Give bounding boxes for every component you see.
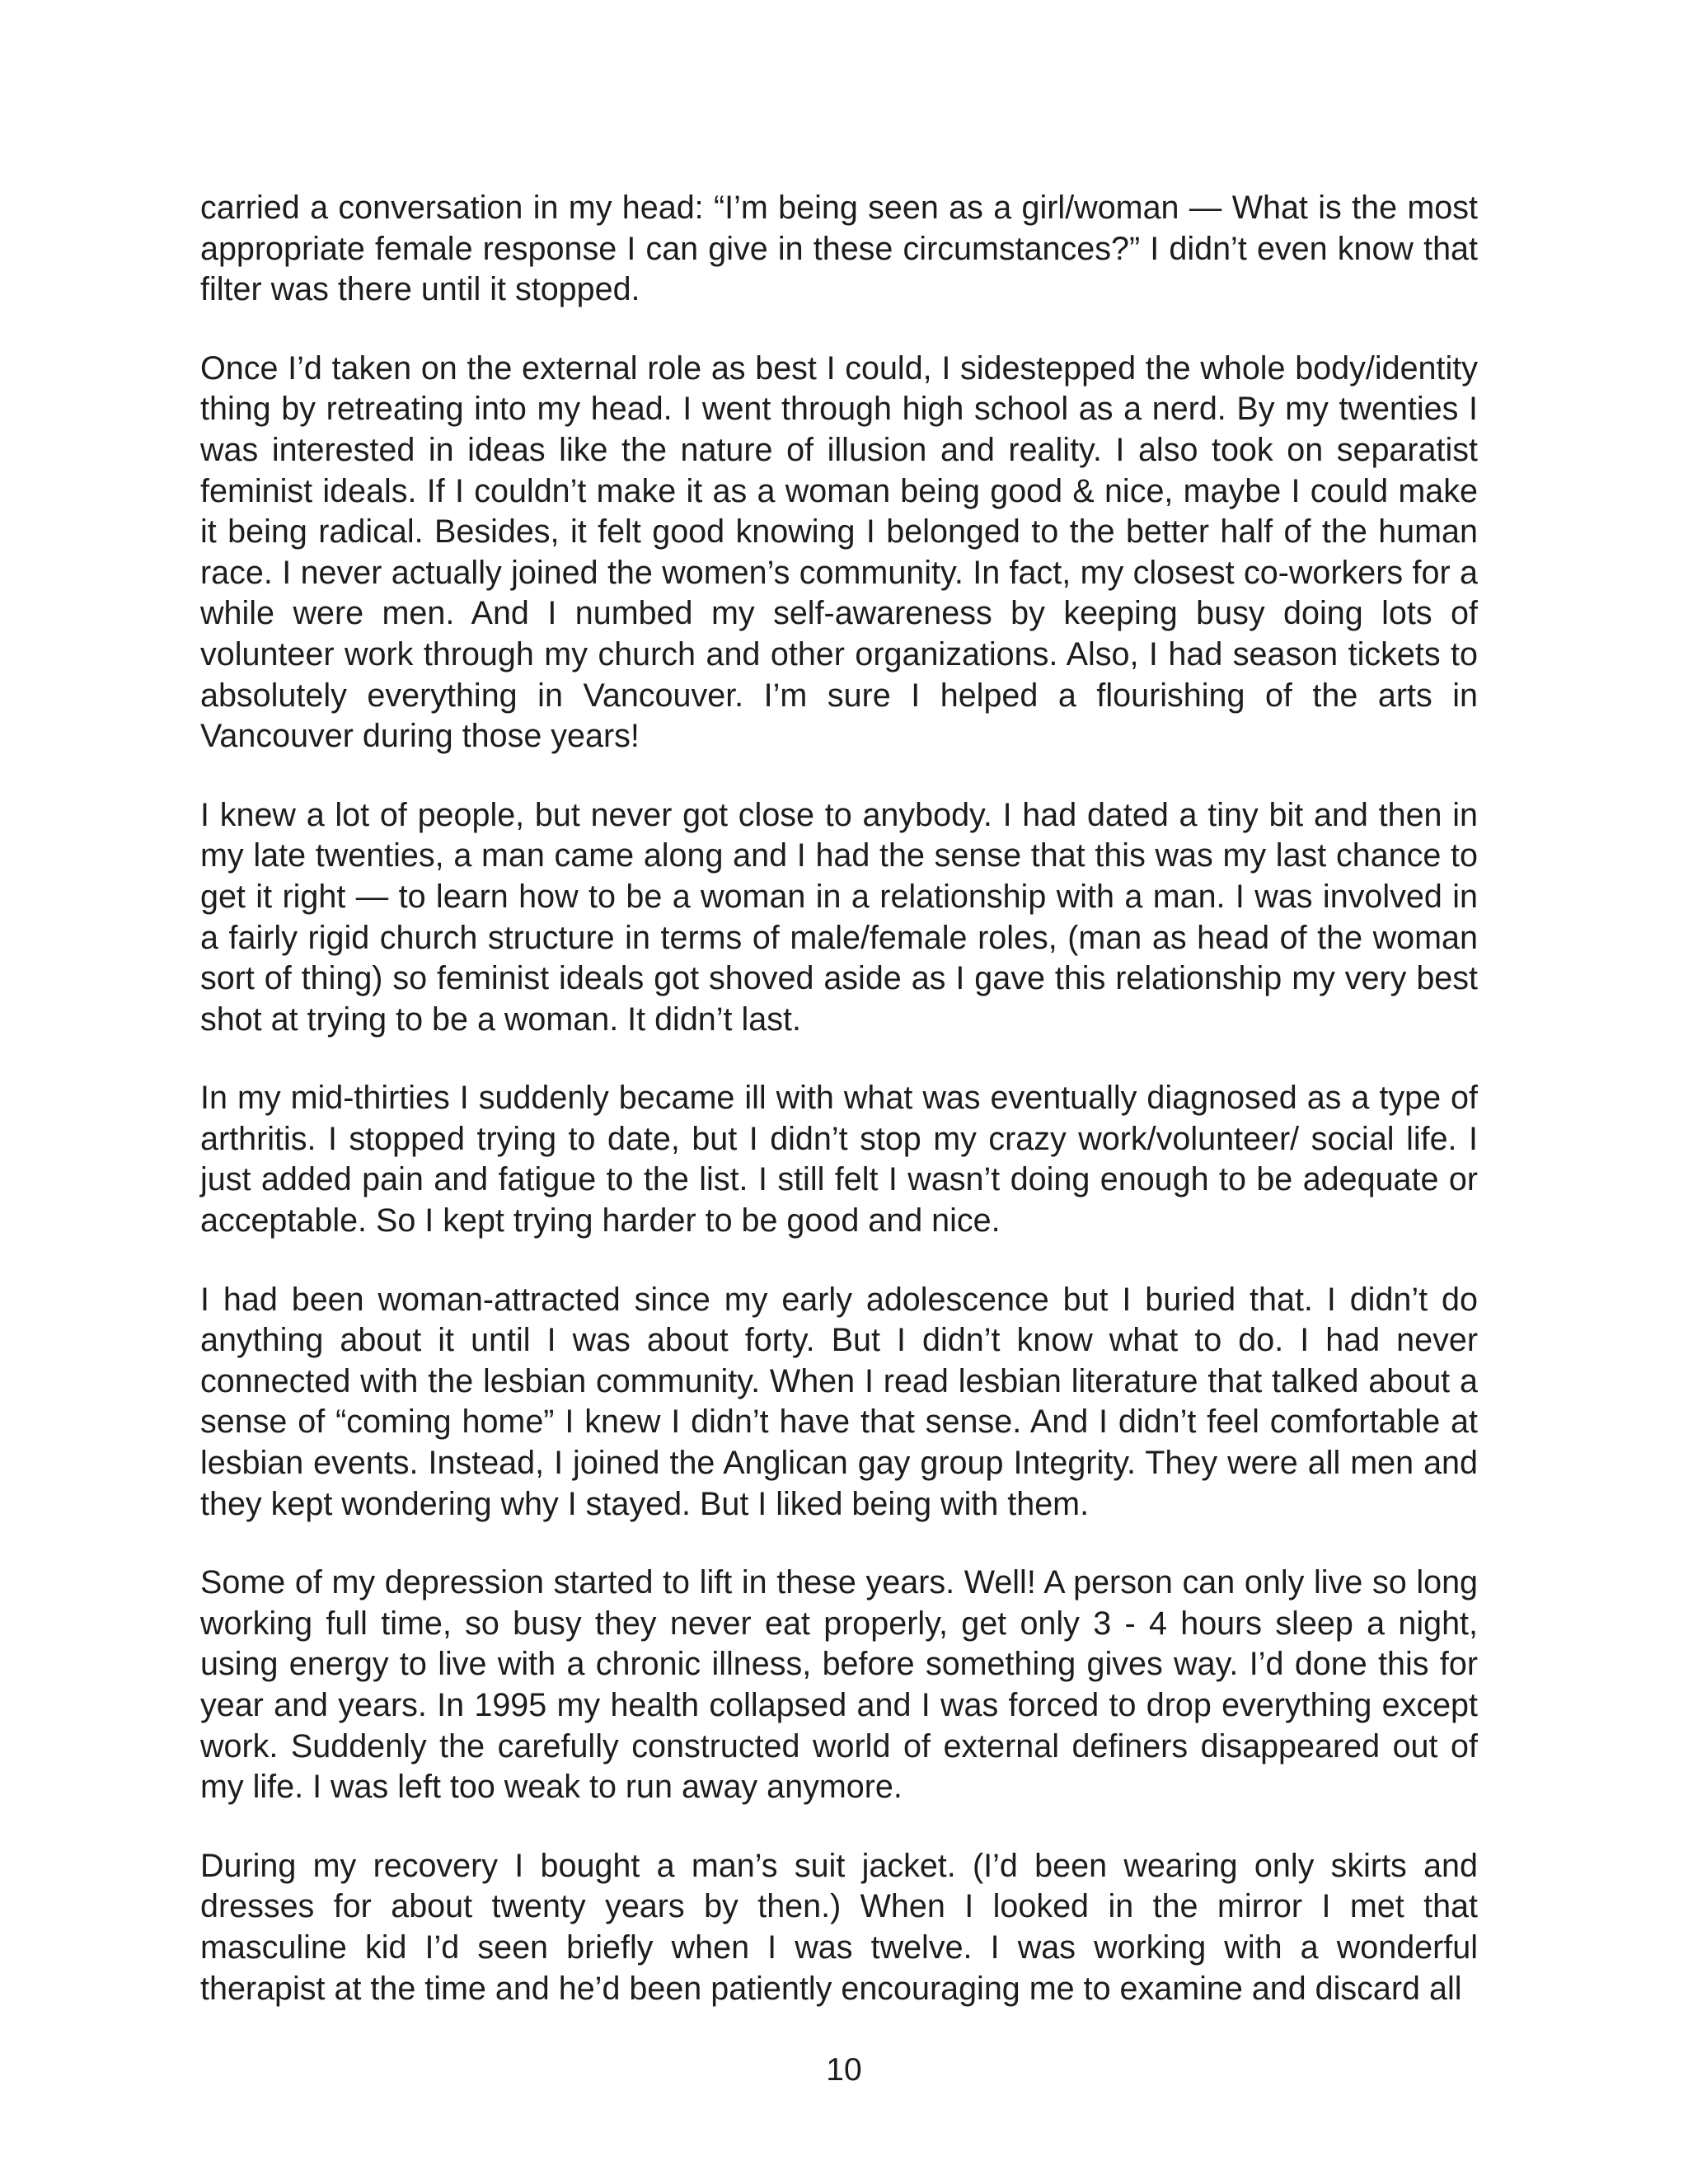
paragraph-4: In my mid-thirties I suddenly became ill with what was eventually diagnosed as a type of arthritis. I stopped trying to date, but I didn’t stop my crazy work/volunteer/ social life. I just added pain and fatigue to the list. I still felt I wasn’t doing enough to be adequate or acceptable. So I kept trying harder to be good and nice. [200, 1080, 1478, 1240]
page-number: 10 [826, 2052, 862, 2088]
paragraph-3: I knew a lot of people, but never got close to anybody. I had dated a tiny bit and then in my late twenties, a man came along and I had the sense that this was my last chance to get it right — to learn how to be a woman in a relationship with a man. I was involved in a fairly rigid church structure in terms of male/female roles, (man as head of the woman sort of thing) so feminist ideals got shoved aside as I gave this relationship my very best shot at trying to be a woman. It didn’t last. [200, 796, 1478, 1038]
paragraph-7: During my recovery I bought a man’s suit jacket. (I’d been wearing only skirts and dresses for about twenty years by then.) When I looked in the mirror I met that masculine kid I’d seen briefly when I was twelve. I was working with a wonderful therapist at the time and he’d been patiently encouraging me to examine and discard all [200, 1847, 1478, 2007]
paragraph-6: Some of my depression started to lift in these years. Well! A person can only live so long working full time, so busy they never eat properly, get only 3 - 4 hours sleep a night, using energy to live with a chronic illness, before something gives way. I’d done this for year and years. In 1995 my health collapsed and I was forced to drop everything except work. Suddenly the carefully constructed world of external definers disappeared out of my life. I was left too weak to run away anymore. [200, 1564, 1478, 1806]
paragraph-2: Once I’d taken on the external role as best I could, I sidestepped the whole body/identity thing by retreating into my head. I went through high school as a nerd. By my twenties I was interested in ideas like the nature of illusion and reality. I also took on separatist feminist ideals. If I couldn’t make it as a woman being good & nice, maybe I could make it being radical. Besides, it felt good knowing I belonged to the better half of the human race. I never actually joined the women’s community. In fact, my closest co-workers for a while were men. And I numbed my self-awareness by keeping busy doing lots of volunteer work through my church and other organizations. Also, I had season tickets to absolutely everything in Vancouver. I’m sure I helped a flourishing of the arts in Vancouver during those years! [200, 349, 1478, 755]
body-text [200, 188, 1478, 2009]
paragraph-5: I had been woman-attracted since my early adolescence but I buried that. I didn’t do anything about it until I was about forty. But I didn’t know what to do. I had never connected with the lesbian community. When I read lesbian literature that talked about a sense of “coming home” I knew I didn’t have that sense. And I didn’t feel comfortable at lesbian events. Instead, I joined the Anglican gay group Integrity. They were all men and they kept wondering why I stayed. But I liked being with them. [200, 1281, 1478, 1522]
paragraph-1: carried a conversation in my head: “I’m being seen as a girl/woman — What is the most appropriate female response I can give in these circumstances?” I didn’t even know that filter was there until it stopped. [200, 190, 1478, 308]
